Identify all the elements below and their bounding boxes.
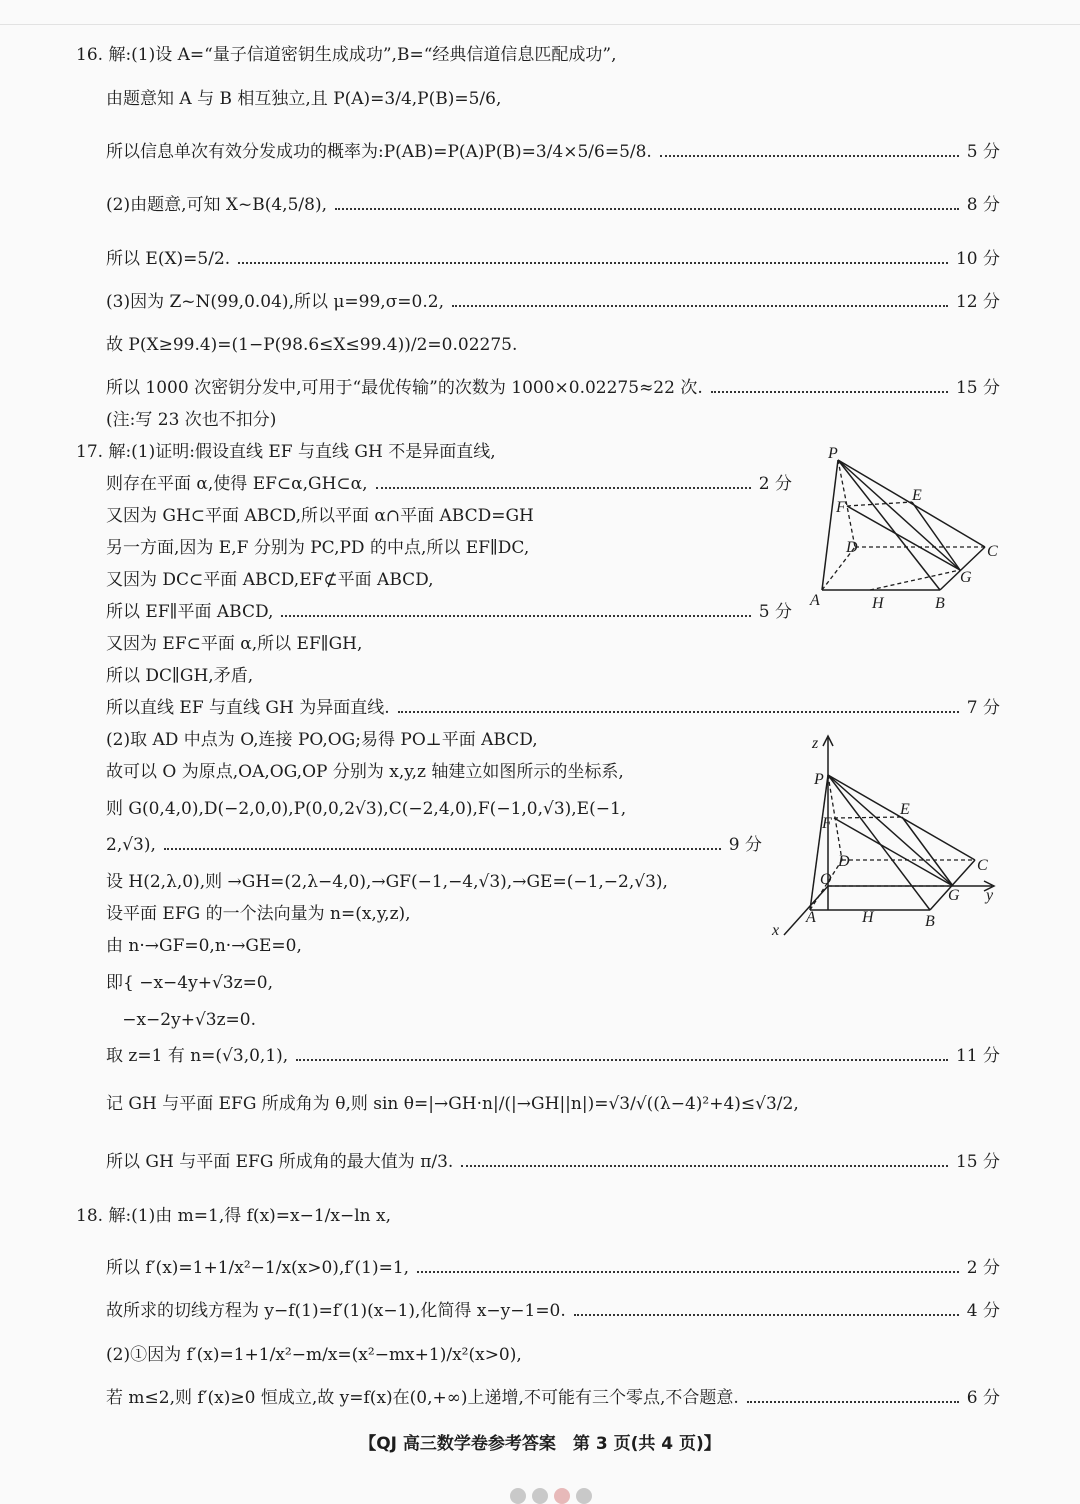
score-label: 15 分 [955, 1152, 1000, 1172]
line-text: (2)由题意,可知 X~B(4,5/8), [106, 195, 327, 215]
score-label: 12 分 [955, 292, 1000, 312]
line-text: 又因为 EF⊂平面 α,所以 EF∥GH, [106, 634, 363, 654]
line-17-system-1 [106, 972, 273, 994]
label-C: C [977, 857, 988, 874]
line-text: 由题意知 A 与 B 相互独立,且 P(A)=3/4,P(B)=5/6, [106, 89, 502, 109]
page-footer: 【QJ 高三数学卷参考答案 第 3 页(共 4 页)】 [359, 1434, 721, 1454]
label-H: H [862, 909, 874, 926]
line-text: 若 m≤2,则 f′(x)≥0 恒成立,故 y=f(x)在(0,+∞)上递增,不可能有三个零点,不合题意. [106, 1388, 739, 1408]
line-17-normal [106, 903, 411, 925]
line-text: 所以 GH 与平面 EFG 所成角的最大值为 π/3. [106, 1152, 454, 1172]
label-B: B [935, 595, 945, 612]
line-16-normal [106, 291, 1000, 313]
label-E: E [912, 487, 922, 504]
line-text: 2,√3), [106, 835, 156, 855]
line-16-tail-prob [106, 334, 517, 356]
line-text: 所以直线 EF 与直线 GH 为异面直线. [106, 698, 390, 718]
label-D: D [846, 539, 858, 556]
line-text: (注:写 23 次也不扣分) [106, 410, 277, 430]
line-17-parallel [106, 601, 792, 623]
line-text: 故 P(X≥99.4)=(1−P(98.6≤X≤99.4))/2=0.02275. [106, 335, 518, 355]
line-17-coords-cont [106, 834, 762, 856]
line-16-expectation [106, 248, 1000, 270]
line-17-system-2 [106, 1009, 256, 1031]
line-text: 则 G(0,4,0),D(−2,0,0),P(0,0,2√3),C(−2,4,0),F(−1,0,√3),E(−1, [106, 799, 627, 819]
bottom-mark [576, 1488, 592, 1504]
bottom-mark [532, 1488, 548, 1504]
line-text: 所以 1000 次密钥分发中,可用于“最优传输”的次数为 1000×0.02275≈22 次. [106, 378, 703, 398]
top-divider [0, 24, 1080, 25]
line-text: 则存在平面 α,使得 EF⊂α,GH⊂α, [106, 474, 368, 494]
label-A: A [810, 592, 820, 609]
label-O: O [820, 871, 832, 888]
score-label: 4 分 [966, 1301, 1000, 1321]
line-text: 故所求的切线方程为 y−f(1)=f′(1)(x−1),化简得 x−y−1=0. [106, 1301, 566, 1321]
line-17-skew [106, 697, 1000, 719]
line-text: 所以信息单次有效分发成功的概率为:P(AB)=P(A)P(B)=3/4×5/6=5/8. [106, 142, 652, 162]
line-text: 18. 解:(1)由 m=1,得 f(x)=x−1/x−ln x, [76, 1206, 392, 1226]
pyramid-figure [800, 440, 1020, 620]
line-18-derivative [106, 1257, 1000, 1279]
line-text: 取 z=1 有 n=(√3,0,1), [106, 1046, 289, 1066]
label-F: F [822, 815, 832, 832]
line-text: (2)①因为 f′(x)=1+1/x²−m/x=(x²−mx+1)/x²(x>0), [106, 1345, 522, 1365]
line-16-count [106, 377, 1000, 399]
line-text: 又因为 DC⊂平面 ABCD,EF⊄平面 ABCD, [106, 570, 434, 590]
score-label: 6 分 [966, 1388, 1000, 1408]
line-text: (2)取 AD 中点为 O,连接 PO,OG;易得 PO⊥平面 ABCD, [106, 730, 538, 750]
coordinate-pyramid-figure [770, 730, 1010, 945]
line-text: 16. 解:(1)设 A=“量子信道密钥生成成功”,B=“经典信道信息匹配成功”, [76, 45, 617, 65]
line-text: 17. 解:(1)证明:假设直线 EF 与直线 GH 不是异面直线, [76, 442, 496, 462]
line-16-prob [106, 141, 1000, 163]
line-text: 设 H(2,λ,0),则 →GH=(2,λ−4,0),→GF(−1,−4,√3),→GE=(−1,−2,√3), [106, 872, 668, 892]
line-17-normal-value [106, 1045, 1000, 1067]
line-16-intro [76, 44, 616, 66]
line-text: (3)因为 Z~N(99,0.04),所以 μ=99,σ=0.2, [106, 292, 444, 312]
line-17-midpoint [106, 537, 529, 559]
line-text: 所以 EF∥平面 ABCD, [106, 602, 274, 622]
line-text: 由 n·→GF=0,n·→GE=0, [106, 936, 302, 956]
score-label: 5 分 [966, 142, 1000, 162]
line-18-intro [76, 1205, 391, 1227]
line-18-part2 [106, 1344, 522, 1366]
label-P: P [828, 445, 838, 462]
score-label: 10 分 [955, 249, 1000, 269]
label-P: P [814, 771, 824, 788]
line-18-tangent [106, 1300, 1000, 1322]
label-z: z [812, 735, 819, 752]
score-label: 11 分 [955, 1046, 1000, 1066]
line-text: 故可以 O 为原点,OA,OG,OP 分别为 x,y,z 轴建立如图所示的坐标系, [106, 762, 624, 782]
label-G: G [948, 887, 960, 904]
score-label: 8 分 [966, 195, 1000, 215]
line-17-intro [76, 441, 496, 463]
score-label: 15 分 [955, 378, 1000, 398]
line-17-contradiction [106, 665, 253, 687]
label-y: y [986, 887, 994, 904]
line-16-note [106, 409, 276, 431]
line-text: 记 GH 与平面 EFG 所成角为 θ,则 sin θ=|→GH·n|/(|→GH||n|)=√3/√((λ−4)²+4)≤√3/2, [106, 1094, 799, 1114]
line-17-dot [106, 935, 302, 957]
label-x: x [772, 922, 780, 939]
line-text: 所以 DC∥GH,矛盾, [106, 666, 254, 686]
line-text: 另一方面,因为 E,F 分别为 PC,PD 的中点,所以 EF∥DC, [106, 538, 530, 558]
line-16-independence [106, 88, 501, 110]
line-17-coords [106, 798, 626, 820]
line-text: 又因为 GH⊂平面 ABCD,所以平面 α∩平面 ABCD=GH [106, 506, 534, 526]
line-text: 设平面 EFG 的一个法向量为 n=(x,y,z), [106, 904, 411, 924]
line-17-plane [106, 473, 792, 495]
score-label: 2 分 [966, 1258, 1000, 1278]
score-label: 7 分 [966, 698, 1000, 718]
label-H: H [872, 595, 884, 612]
score-label: 9 分 [728, 835, 762, 855]
score-label: 2 分 [758, 474, 792, 494]
line-text: 所以 E(X)=5/2. [106, 249, 231, 269]
label-F: F [836, 499, 846, 516]
line-17-axes [106, 761, 624, 783]
label-B: B [925, 913, 935, 930]
line-text: −x−2y+√3z=0. [106, 1010, 257, 1030]
label-C: C [987, 543, 998, 560]
line-17-max-angle [106, 1151, 1000, 1173]
line-18-monotone [106, 1387, 1000, 1409]
line-17-part2 [106, 729, 538, 751]
line-text: 所以 f′(x)=1+1/x²−1/x(x>0),f′(1)=1, [106, 1258, 410, 1278]
bottom-mark [510, 1488, 526, 1504]
label-G: G [960, 569, 972, 586]
line-17-efgh [106, 633, 362, 655]
line-17-dc [106, 569, 434, 591]
label-D: D [838, 853, 850, 870]
bottom-mark [554, 1488, 570, 1504]
score-label: 5 分 [758, 602, 792, 622]
line-17-sin [106, 1093, 799, 1115]
label-A: A [806, 909, 816, 926]
label-E: E [900, 801, 910, 818]
line-17-intersect [106, 505, 534, 527]
line-17-vectors [106, 871, 668, 893]
line-text: 即{ −x−4y+√3z=0, [106, 973, 274, 993]
line-16-binomial [106, 194, 1000, 216]
